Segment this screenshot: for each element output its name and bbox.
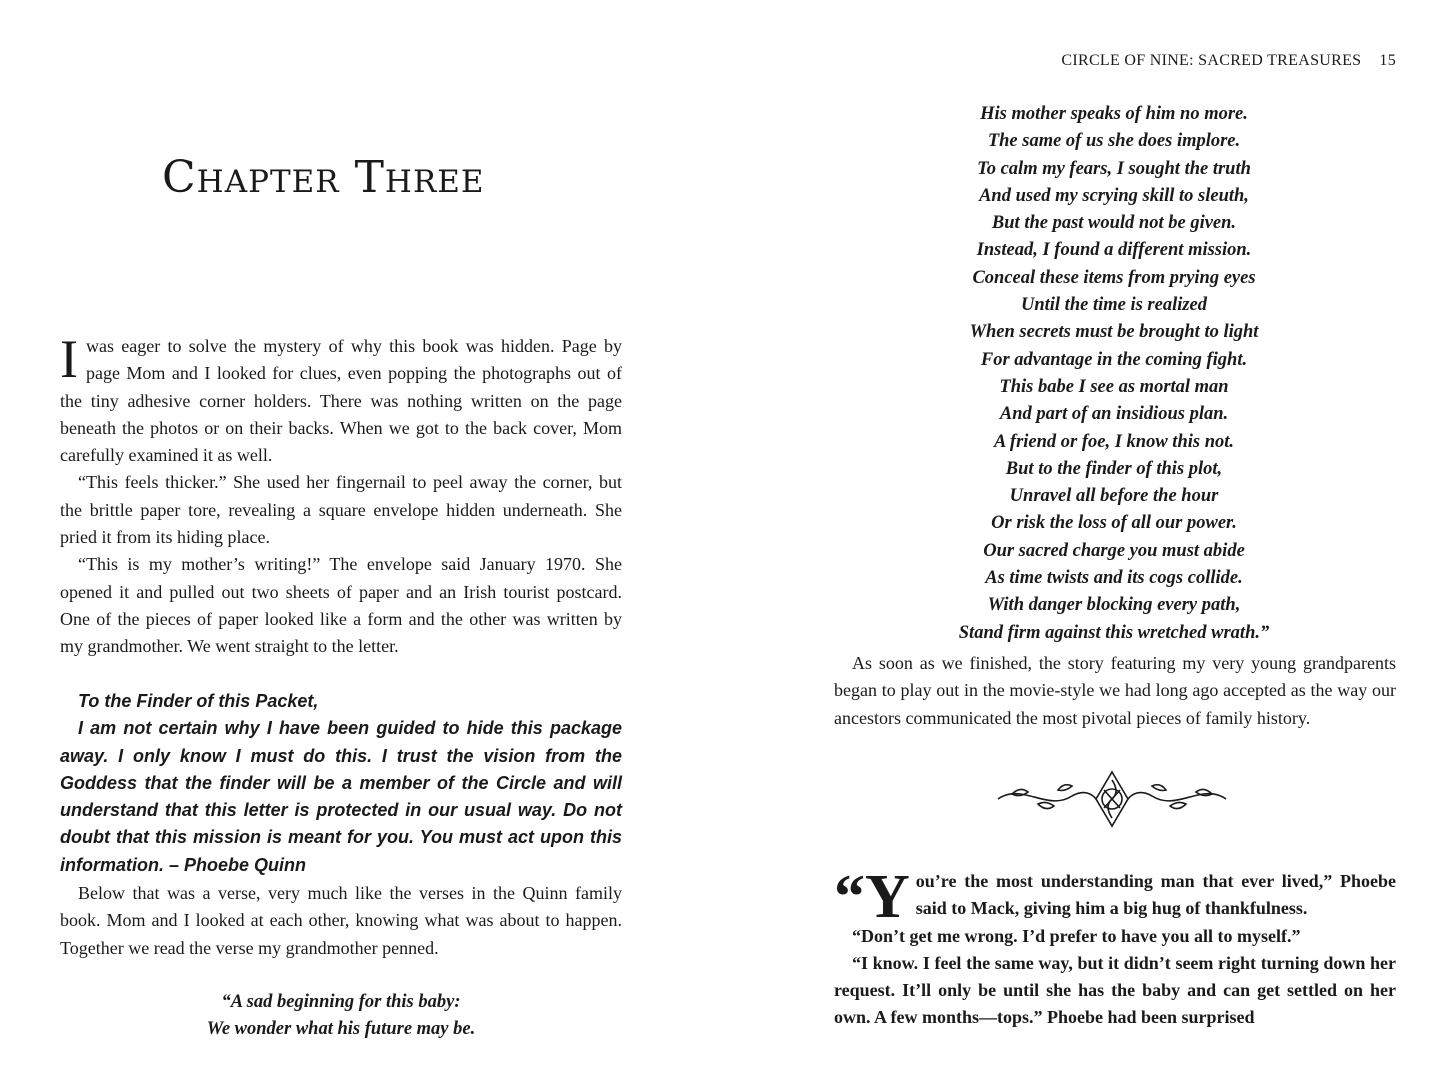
celtic-knot-ornament-icon — [992, 768, 1232, 830]
verse-line: And used my scrying skill to sleuth, — [979, 185, 1249, 206]
paragraph: “This is my mother’s writing!” The envelope said January 1970. She opened it and pulled out two sheets of paper and an Irish tourist postcard. One of the pieces of paper looked like a form and the other was written by my grandmother. We went straight to the letter. — [60, 554, 622, 657]
paragraph: “Don’t get me wrong. I’d prefer to have you all to myself.” — [852, 925, 1301, 946]
drop-cap: “Y — [834, 863, 910, 931]
page-number: 15 — [1379, 52, 1396, 69]
verse-line: For advantage in the coming fight. — [980, 349, 1248, 370]
verse-line: Until the time is realized — [1020, 295, 1208, 316]
opening-text: was eager to solve the mystery of why this book was hidden. Page by page Mom and I looked for clues, even popping the photographs out of the tiny adhesive corner holders. There was nothing written on the page beneath the photos or on their backs. When we got to the back cover, Mom carefully examined it as well. — [60, 336, 622, 466]
opening-paragraph — [60, 329, 622, 469]
verse-line: Unravel all before the hour — [1009, 486, 1219, 507]
verse-line: Our sacred charge you must abide — [983, 540, 1245, 561]
verse-line: When secrets must be brought to light — [969, 322, 1259, 343]
verse-line: And part of an insidious plan. — [999, 404, 1229, 425]
right-page — [728, 0, 1456, 1088]
section-opening-text: ou’re the most understanding man that ever lived,” Phoebe said to Mack, giving him a big hug of thankfulness. — [915, 871, 1396, 919]
after-letter-prose — [60, 880, 622, 962]
after-verse-prose — [834, 650, 1396, 732]
verse-line: Or risk the loss of all our power. — [991, 513, 1237, 534]
verse-line: Stand firm against this wretched wrath.” — [958, 622, 1270, 643]
verse-line: This babe I see as mortal man — [999, 376, 1229, 397]
verse-line: Instead, I found a different mission. — [976, 240, 1252, 261]
verse-start — [60, 989, 622, 1044]
section-prose — [834, 863, 1396, 1032]
letter-block — [60, 688, 622, 879]
verse-line: His mother speaks of him no more. — [980, 104, 1248, 124]
paragraph: As soon as we finished, the story featuring my very young grandparents began to play out in the movie-style we had long ago accepted as the way our ancestors communicated the most pivotal pieces of family history. — [834, 653, 1396, 728]
verse-line: A friend or foe, I know this not. — [993, 431, 1235, 452]
verse-line: The same of us she does implore. — [987, 131, 1241, 152]
verse-line: As time twists and its cogs collide. — [985, 568, 1243, 589]
verse-line: But the past would not be given. — [991, 213, 1237, 234]
opening-prose — [60, 329, 622, 661]
running-title: CIRCLE OF NINE: SACRED TREASURES — [1061, 52, 1362, 69]
verse-continued — [833, 101, 1395, 647]
verse-line: But to the finder of this plot, — [1005, 458, 1223, 479]
chapter-title: Chapter Three — [162, 152, 485, 203]
running-head — [1042, 52, 1396, 70]
paragraph: “This feels thicker.” She used her fingernail to peel away the corner, but the brittle paper tore, revealing a square envelope hidden underneath. She pried it from its hiding place. — [60, 472, 622, 548]
verse-line: “A sad beginning for this baby: — [221, 992, 461, 1012]
verse-line: Conceal these items from prying eyes — [972, 267, 1256, 288]
verse-line: With danger blocking every path, — [987, 595, 1241, 616]
letter-body: I am not certain why I have been guided to hide this package away. I only know I must do this. I trust the vision from the Goddess that the finder will be a member of the Circle and will understand that this letter is protected in our usual way. Do not doubt that this mission is meant for you. You must act upon this information. – Phoebe Quinn — [60, 718, 622, 875]
drop-cap: I — [60, 329, 78, 389]
paragraph: Below that was a verse, very much like the verses in the Quinn family book. Mom and I looked at each other, knowing what was about to happen. Together we read the verse my grandmother penned. — [60, 883, 622, 958]
section-opening-paragraph — [834, 863, 1396, 931]
verse-line: To calm my fears, I sought the truth — [977, 158, 1251, 179]
letter-salutation: To the Finder of this Packet, — [78, 691, 319, 711]
paragraph: “I know. I feel the same way, but it didn’t seem right turning down her request. It’ll only be until she has the baby and can get settled on her own. A few months—tops.” Phoebe had been surprised — [834, 952, 1396, 1028]
verse-line: We wonder what his future may be. — [206, 1019, 476, 1040]
